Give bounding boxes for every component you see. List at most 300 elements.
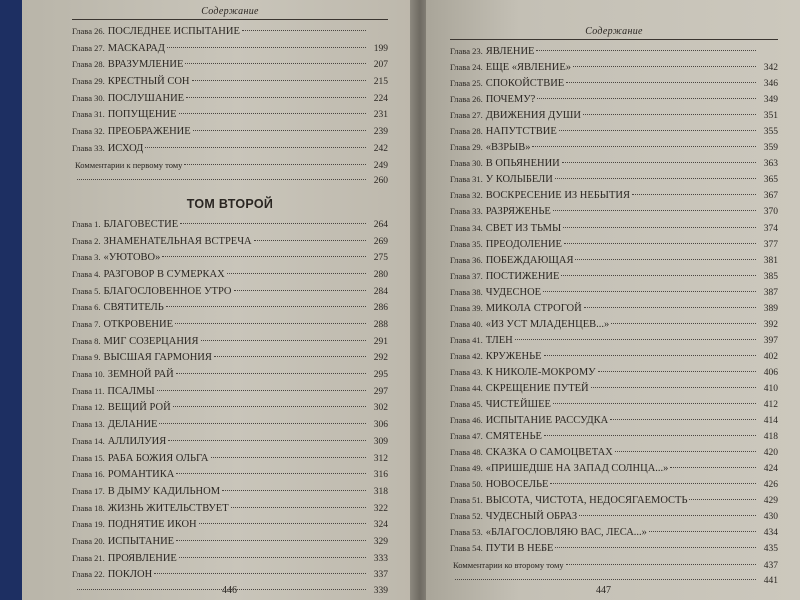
chapter-page-number: 318 (373, 486, 388, 497)
chapter-title: ПОСТИЖЕНИЕ (485, 270, 560, 282)
dot-leader (564, 243, 756, 244)
chapter-title: У КОЛЫБЕЛИ (485, 174, 553, 186)
toc-entry (450, 139, 778, 155)
chapter-page-number: 342 (763, 63, 778, 74)
chapter-number: Глава 34. (450, 222, 483, 233)
chapter-title: СМЯТЕНЬЕ (485, 431, 542, 443)
chapter-number: Глава 30. (72, 92, 105, 103)
chapter-page-number: 291 (373, 336, 388, 347)
chapter-number: Глава 5. (72, 285, 101, 296)
chapter-page-number: 295 (373, 370, 388, 381)
chapter-page-number: 316 (373, 470, 388, 481)
dot-leader (254, 240, 366, 241)
chapter-number: Глава 28. (450, 126, 483, 137)
chapter-page-number: 397 (763, 335, 778, 346)
chapter-number: Глава 23. (450, 46, 483, 56)
dot-leader (579, 515, 756, 516)
chapter-number: Глава 31. (72, 109, 105, 120)
chapter-page-number: 284 (373, 286, 388, 297)
dot-leader (561, 275, 756, 276)
chapter-number: Глава 15. (72, 452, 105, 463)
chapter-number: Глава 36. (450, 254, 483, 265)
dot-leader (563, 227, 756, 228)
chapter-page-number: 309 (373, 436, 388, 447)
toc-entry (72, 433, 388, 450)
page-number: 446 (222, 585, 237, 596)
chapter-number: Глава 13. (72, 419, 105, 430)
dot-leader (192, 80, 366, 81)
chapter-page-number: 329 (373, 536, 388, 547)
chapter-title: РАЗГОВОР В СУМЕРКАХ (103, 268, 225, 280)
toc-entry (72, 566, 388, 583)
chapter-number: Глава 27. (72, 42, 105, 53)
dot-leader (154, 573, 366, 574)
chapter-page-number: 381 (763, 255, 778, 266)
dot-leader (555, 547, 756, 548)
toc-list-volume2-continued (450, 43, 778, 589)
toc-entry (450, 412, 778, 428)
dot-leader (566, 564, 756, 565)
toc-entry (450, 123, 778, 139)
chapter-title: «ИЗ УСТ МЛАДЕНЦЕВ...» (485, 318, 610, 330)
chapter-number: Глава 37. (450, 270, 483, 281)
chapter-title: СКРЕЩЕНИЕ ПУТЕЙ (485, 382, 589, 394)
chapter-number: Глава 14. (72, 435, 105, 446)
chapter-number: Глава 27. (450, 110, 483, 121)
dot-leader (544, 355, 756, 356)
chapter-number: Глава 52. (450, 511, 483, 522)
chapter-page-number: 355 (763, 127, 778, 138)
toc-entry (72, 40, 388, 57)
toc-entry (72, 249, 388, 266)
dot-leader (566, 82, 756, 83)
toc-entry (72, 123, 388, 140)
toc-entry (72, 56, 388, 73)
dot-leader (162, 256, 366, 257)
toc-entry (72, 366, 388, 383)
chapter-page-number: 207 (373, 60, 388, 71)
chapter-title: ПОЧЕМУ? (485, 94, 536, 106)
dot-leader (670, 467, 756, 468)
toc-entry (72, 550, 388, 567)
chapter-page-number: 367 (763, 191, 778, 202)
volume-heading: ТОМ ВТОРОЙ (186, 196, 274, 211)
chapter-number: Глава 7. (72, 319, 101, 329)
chapter-title: «БЛАГОСЛОВЛЯЮ ВАС, ЛЕСА...» (485, 527, 647, 539)
toc-entry (450, 187, 778, 203)
toc-entry (450, 268, 778, 284)
dot-leader (186, 97, 366, 98)
toc-entry (450, 284, 778, 300)
toc-entry (72, 399, 388, 416)
dot-leader (179, 113, 367, 114)
chapter-page-number: 412 (763, 400, 778, 411)
toc-list-volume2 (72, 216, 388, 600)
chapter-title: СПОКОЙСТВИЕ (485, 78, 565, 90)
chapter-number: Глава 6. (72, 302, 101, 313)
chapter-title: БЛАГОСЛОВЕННОЕ УТРО (103, 285, 232, 297)
chapter-page-number: 224 (373, 93, 388, 104)
chapter-number: Глава 22. (72, 569, 105, 580)
chapter-number: Глава 11. (72, 385, 105, 396)
toc-entry (450, 332, 778, 348)
toc-entry (450, 300, 778, 316)
dot-leader (176, 373, 366, 374)
chapter-title: ДЕЛАНИЕ (107, 419, 158, 431)
chapter-title: ИСХОД (107, 142, 144, 154)
running-head: Содержание (450, 26, 778, 40)
chapter-title: СВЯТИТЕЛЬ (103, 302, 164, 314)
chapter-title: «ВЗРЫВ» (485, 142, 531, 154)
chapter-number: Глава 43. (450, 366, 483, 377)
chapter-page-number: 351 (763, 111, 778, 122)
dot-leader (157, 390, 366, 391)
chapter-title: ОТКРОВЕНИЕ (103, 319, 174, 330)
dot-leader (227, 273, 366, 274)
dot-leader (214, 356, 366, 357)
chapter-page-number: 249 (373, 160, 388, 171)
dot-leader (543, 291, 756, 292)
chapter-page-number: 292 (373, 353, 388, 364)
toc-entry (72, 157, 388, 174)
chapter-number: Глава 53. (450, 527, 483, 538)
chapter-number: Глава 9. (72, 352, 101, 363)
chapter-page-number: 215 (373, 77, 388, 88)
chapter-title: СВЕТ ИЗ ТЬМЫ (485, 222, 562, 234)
chapter-title: ПОПУЩЕНИЕ (107, 109, 177, 121)
toc-entry (72, 416, 388, 433)
dot-leader (583, 114, 756, 115)
chapter-number: Глава 35. (450, 238, 483, 249)
chapter-page-number: 337 (373, 570, 388, 581)
chapter-title: Комментарии ко второму тому (453, 559, 564, 570)
chapter-page-number: 420 (763, 448, 778, 459)
dot-leader (145, 147, 366, 148)
chapter-title: ЖИЗНЬ ЖИТЕЛЬСТВУЕТ (107, 502, 229, 514)
toc-entry (450, 540, 778, 556)
chapter-title: ЧУДЕСНЫЙ ОБРАЗ (485, 511, 578, 523)
dot-leader (562, 162, 756, 163)
chapter-number: Глава 1. (72, 218, 101, 229)
chapter-page-number: 385 (763, 271, 778, 282)
dot-leader (591, 387, 756, 388)
chapter-page-number: 302 (373, 403, 388, 414)
toc-entry (450, 428, 778, 444)
toc-entry (72, 483, 388, 500)
chapter-title: ЗНАМЕНАТЕЛЬНАЯ ВСТРЕЧА (103, 235, 252, 247)
chapter-page-number: 306 (373, 420, 388, 431)
toc-entry (450, 380, 778, 396)
chapter-title: ЯВЛЕНИЕ (485, 46, 535, 57)
chapter-number: Глава 41. (450, 334, 483, 345)
dot-leader (201, 340, 366, 341)
toc-entry (72, 299, 388, 316)
toc-entry (450, 476, 778, 492)
chapter-page-number: 418 (763, 432, 778, 443)
chapter-number: Глава 47. (450, 431, 483, 442)
toc-entry (450, 492, 778, 508)
chapter-number: Глава 19. (72, 519, 105, 530)
chapter-title: ТЛЕН (485, 334, 513, 346)
toc-entry (72, 90, 388, 107)
toc-entry (72, 500, 388, 517)
dot-leader (455, 579, 756, 580)
chapter-page-number: 333 (373, 553, 388, 564)
dot-leader (77, 179, 366, 180)
chapter-number: Глава 2. (72, 235, 101, 246)
chapter-number: Глава 18. (72, 502, 105, 513)
dot-leader (180, 223, 366, 224)
chapter-title: РАЗРЯЖЕНЬЕ (485, 206, 551, 218)
chapter-page-number: 392 (763, 319, 778, 330)
toc-entry (72, 316, 388, 333)
chapter-title: КРУЖЕНЬЕ (485, 350, 542, 362)
dot-leader (185, 63, 366, 64)
dot-leader (559, 130, 756, 131)
chapter-title: ВОСКРЕСЕНИЕ ИЗ НЕБЫТИЯ (485, 190, 630, 202)
dot-leader (610, 419, 756, 420)
chapter-page-number: 430 (763, 512, 778, 523)
chapter-title: НОВОСЕЛЬЕ (485, 479, 549, 491)
toc-entry (72, 73, 388, 90)
toc-entry (72, 533, 388, 550)
chapter-number: Глава 29. (450, 142, 483, 153)
toc-entry (72, 266, 388, 283)
chapter-title: ИСПЫТАНИЕ (107, 535, 175, 547)
dot-leader (176, 540, 366, 541)
chapter-number: Глава 4. (72, 268, 101, 279)
dot-leader (689, 499, 756, 500)
chapter-page-number: 297 (373, 386, 388, 397)
chapter-page-number: 239 (373, 127, 388, 138)
chapter-title: ВЫСОТА, ЧИСТОТА, НЕДОСЯГАЕМОСТЬ (485, 495, 688, 507)
chapter-title: ПОДНЯТИЕ ИКОН (107, 519, 197, 531)
chapter-number: Глава 3. (72, 252, 101, 263)
dot-leader (175, 323, 366, 324)
dot-leader (193, 130, 366, 131)
dot-leader (515, 339, 756, 340)
chapter-number: Глава 16. (72, 469, 105, 480)
chapter-page-number: 199 (373, 43, 388, 54)
chapter-number: Глава 48. (450, 447, 483, 458)
chapter-title: АЛЛИЛУИЯ (107, 435, 167, 447)
dot-leader (536, 50, 756, 51)
dot-leader (231, 507, 366, 508)
dot-leader (553, 403, 756, 404)
chapter-number: Глава 44. (450, 382, 483, 393)
chapter-number: Глава 26. (72, 26, 105, 36)
dot-leader (242, 30, 366, 31)
dot-leader (544, 435, 756, 436)
chapter-page-number: 242 (373, 143, 388, 154)
chapter-number: Глава 21. (72, 552, 105, 563)
toc-entry (450, 171, 778, 187)
chapter-number: Глава 32. (450, 190, 483, 201)
chapter-title: ПОСЛЕДНЕЕ ИСПЫТАНИЕ (107, 26, 240, 37)
chapter-number: Глава 33. (450, 206, 483, 217)
chapter-title: «ПРИШЕДШЕ НА ЗАПАД СОЛНЦА...» (485, 463, 669, 475)
chapter-title: ПРЕОБРАЖЕНИЕ (107, 126, 191, 138)
toc-entry (72, 466, 388, 483)
chapter-title: ПОБЕЖДАЮЩАЯ (485, 254, 574, 266)
chapter-page-number: 414 (763, 416, 778, 427)
dot-leader (179, 557, 366, 558)
chapter-page-number: 312 (373, 453, 388, 464)
chapter-title: Комментарии к первому тому (75, 159, 183, 170)
chapter-page-number: 434 (763, 528, 778, 539)
chapter-title: ИСПЫТАНИЕ РАССУДКА (485, 415, 609, 427)
chapter-title: «УЮТОВО» (103, 252, 161, 264)
chapter-number: Глава 38. (450, 286, 483, 297)
toc-entry (450, 75, 778, 91)
chapter-page-number: 322 (373, 503, 388, 514)
chapter-title: ВРАЗУМЛЕНИЕ (107, 59, 184, 71)
chapter-title: В ОПЬЯНЕНИИ (485, 158, 560, 170)
dot-leader (159, 423, 366, 424)
chapter-page-number: 286 (373, 303, 388, 314)
dot-leader (573, 66, 756, 67)
chapter-page-number: 424 (763, 464, 778, 475)
chapter-page-number: 275 (373, 253, 388, 264)
chapter-title: СКАЗКА О САМОЦВЕТАХ (485, 447, 613, 459)
dot-leader (649, 531, 756, 532)
chapter-page-number: 346 (763, 79, 778, 90)
chapter-title: ПОКЛОН (107, 569, 153, 581)
chapter-title: В ДЫМУ КАДИЛЬНОМ (107, 485, 221, 497)
chapter-page-number: 435 (763, 544, 778, 555)
chapter-number: Глава 12. (72, 402, 105, 413)
toc-entry (72, 140, 388, 157)
toc-entry (450, 573, 778, 589)
chapter-page-number: 231 (373, 110, 388, 121)
chapter-title: ЕЩЕ «ЯВЛЕНИЕ» (485, 62, 571, 74)
toc-entry (450, 107, 778, 123)
dot-leader (173, 406, 366, 407)
chapter-page-number: 349 (763, 95, 778, 106)
chapter-page-number: 377 (763, 239, 778, 250)
chapter-page-number: 410 (763, 383, 778, 394)
chapter-page-number: 260 (373, 176, 388, 187)
chapter-title: НАПУТСТВИЕ (485, 126, 557, 138)
chapter-title: ЗЕМНОЙ РАЙ (107, 369, 174, 381)
dot-leader (222, 490, 366, 491)
chapter-title: РОМАНТИКА (107, 469, 175, 481)
toc-entry (72, 516, 388, 533)
chapter-number: Глава 20. (72, 535, 105, 546)
chapter-title: ПРЕОДОЛЕНИЕ (485, 238, 562, 250)
toc-entry (72, 173, 388, 190)
dot-leader (211, 457, 366, 458)
toc-entry (72, 349, 388, 366)
toc-entry (72, 450, 388, 467)
chapter-title: ПРОЯВЛЕНИЕ (107, 552, 177, 564)
chapter-number: Глава 8. (72, 335, 101, 346)
chapter-title: ПОСЛУШАНИЕ (107, 92, 185, 104)
chapter-page-number: 269 (373, 236, 388, 247)
chapter-page-number: 359 (763, 143, 778, 154)
chapter-title: ЧУДЕСНОЕ (485, 286, 542, 298)
chapter-number: Глава 17. (72, 485, 105, 496)
chapter-page-number: 402 (763, 351, 778, 362)
chapter-page-number: 288 (373, 320, 388, 330)
dot-leader (575, 259, 756, 260)
chapter-number: Глава 39. (450, 302, 483, 313)
dot-leader (168, 440, 366, 441)
toc-entry (450, 203, 778, 219)
chapter-page-number: 280 (373, 269, 388, 280)
chapter-page-number: 426 (763, 480, 778, 491)
chapter-page-number: 441 (763, 575, 778, 586)
chapter-number: Глава 30. (450, 158, 483, 169)
chapter-number: Глава 45. (450, 399, 483, 410)
toc-entry (450, 236, 778, 252)
chapter-title: БЛАГОВЕСТИЕ (103, 218, 179, 230)
dot-leader (632, 194, 756, 195)
toc-entry (450, 59, 778, 75)
dot-leader (176, 473, 366, 474)
chapter-title: ПСАЛМЫ (107, 385, 155, 397)
chapter-number: Глава 24. (450, 62, 483, 73)
chapter-title: ПУТИ В НЕБЕ (485, 543, 554, 555)
chapter-number: Глава 29. (72, 76, 105, 87)
toc-entry (72, 106, 388, 123)
toc-entry (450, 348, 778, 364)
chapter-number: Глава 40. (450, 318, 483, 329)
chapter-title: КРЕСТНЫЙ СОН (107, 76, 190, 88)
dot-leader (611, 323, 756, 324)
toc-entry (72, 283, 388, 300)
toc-list-volume1 (72, 23, 388, 190)
toc-entry (450, 557, 778, 573)
chapter-title: МАСКАРАД (107, 42, 165, 54)
chapter-page-number: 365 (763, 175, 778, 186)
chapter-page-number: 437 (763, 560, 778, 571)
running-head: Содержание (72, 6, 388, 20)
toc-entry (450, 91, 778, 107)
chapter-title: ВЫСШАЯ ГАРМОНИЯ (103, 352, 212, 364)
toc-entry (450, 43, 778, 59)
chapter-number: Глава 10. (72, 369, 105, 380)
dot-leader (598, 371, 756, 372)
dot-leader (555, 178, 756, 179)
toc-entry (72, 383, 388, 400)
dot-leader (167, 47, 366, 48)
chapter-title: МИКОЛА СТРОГОЙ (485, 302, 582, 314)
dot-leader (532, 146, 756, 147)
chapter-title: ВЕЩИЙ РОЙ (107, 402, 171, 414)
dot-leader (537, 98, 756, 99)
chapter-page-number: 374 (763, 223, 778, 234)
chapter-number: Глава 32. (72, 126, 105, 137)
left-page (22, 0, 414, 600)
chapter-number: Глава 28. (72, 59, 105, 70)
chapter-number: Глава 54. (450, 543, 483, 554)
dot-leader (184, 164, 366, 165)
chapter-page-number: 324 (373, 520, 388, 531)
toc-entry (450, 444, 778, 460)
dot-leader (199, 523, 366, 524)
dot-leader (234, 290, 366, 291)
chapter-page-number: 387 (763, 287, 778, 298)
dot-leader (166, 306, 366, 307)
toc-entry (450, 396, 778, 412)
toc-entry (450, 220, 778, 236)
chapter-title: ДВИЖЕНИЯ ДУШИ (485, 110, 581, 122)
chapter-page-number: 406 (763, 367, 778, 378)
toc-entry (450, 460, 778, 476)
toc-entry (450, 316, 778, 332)
chapter-title: РАБА БОЖИЯ ОЛЬГА (107, 452, 209, 464)
